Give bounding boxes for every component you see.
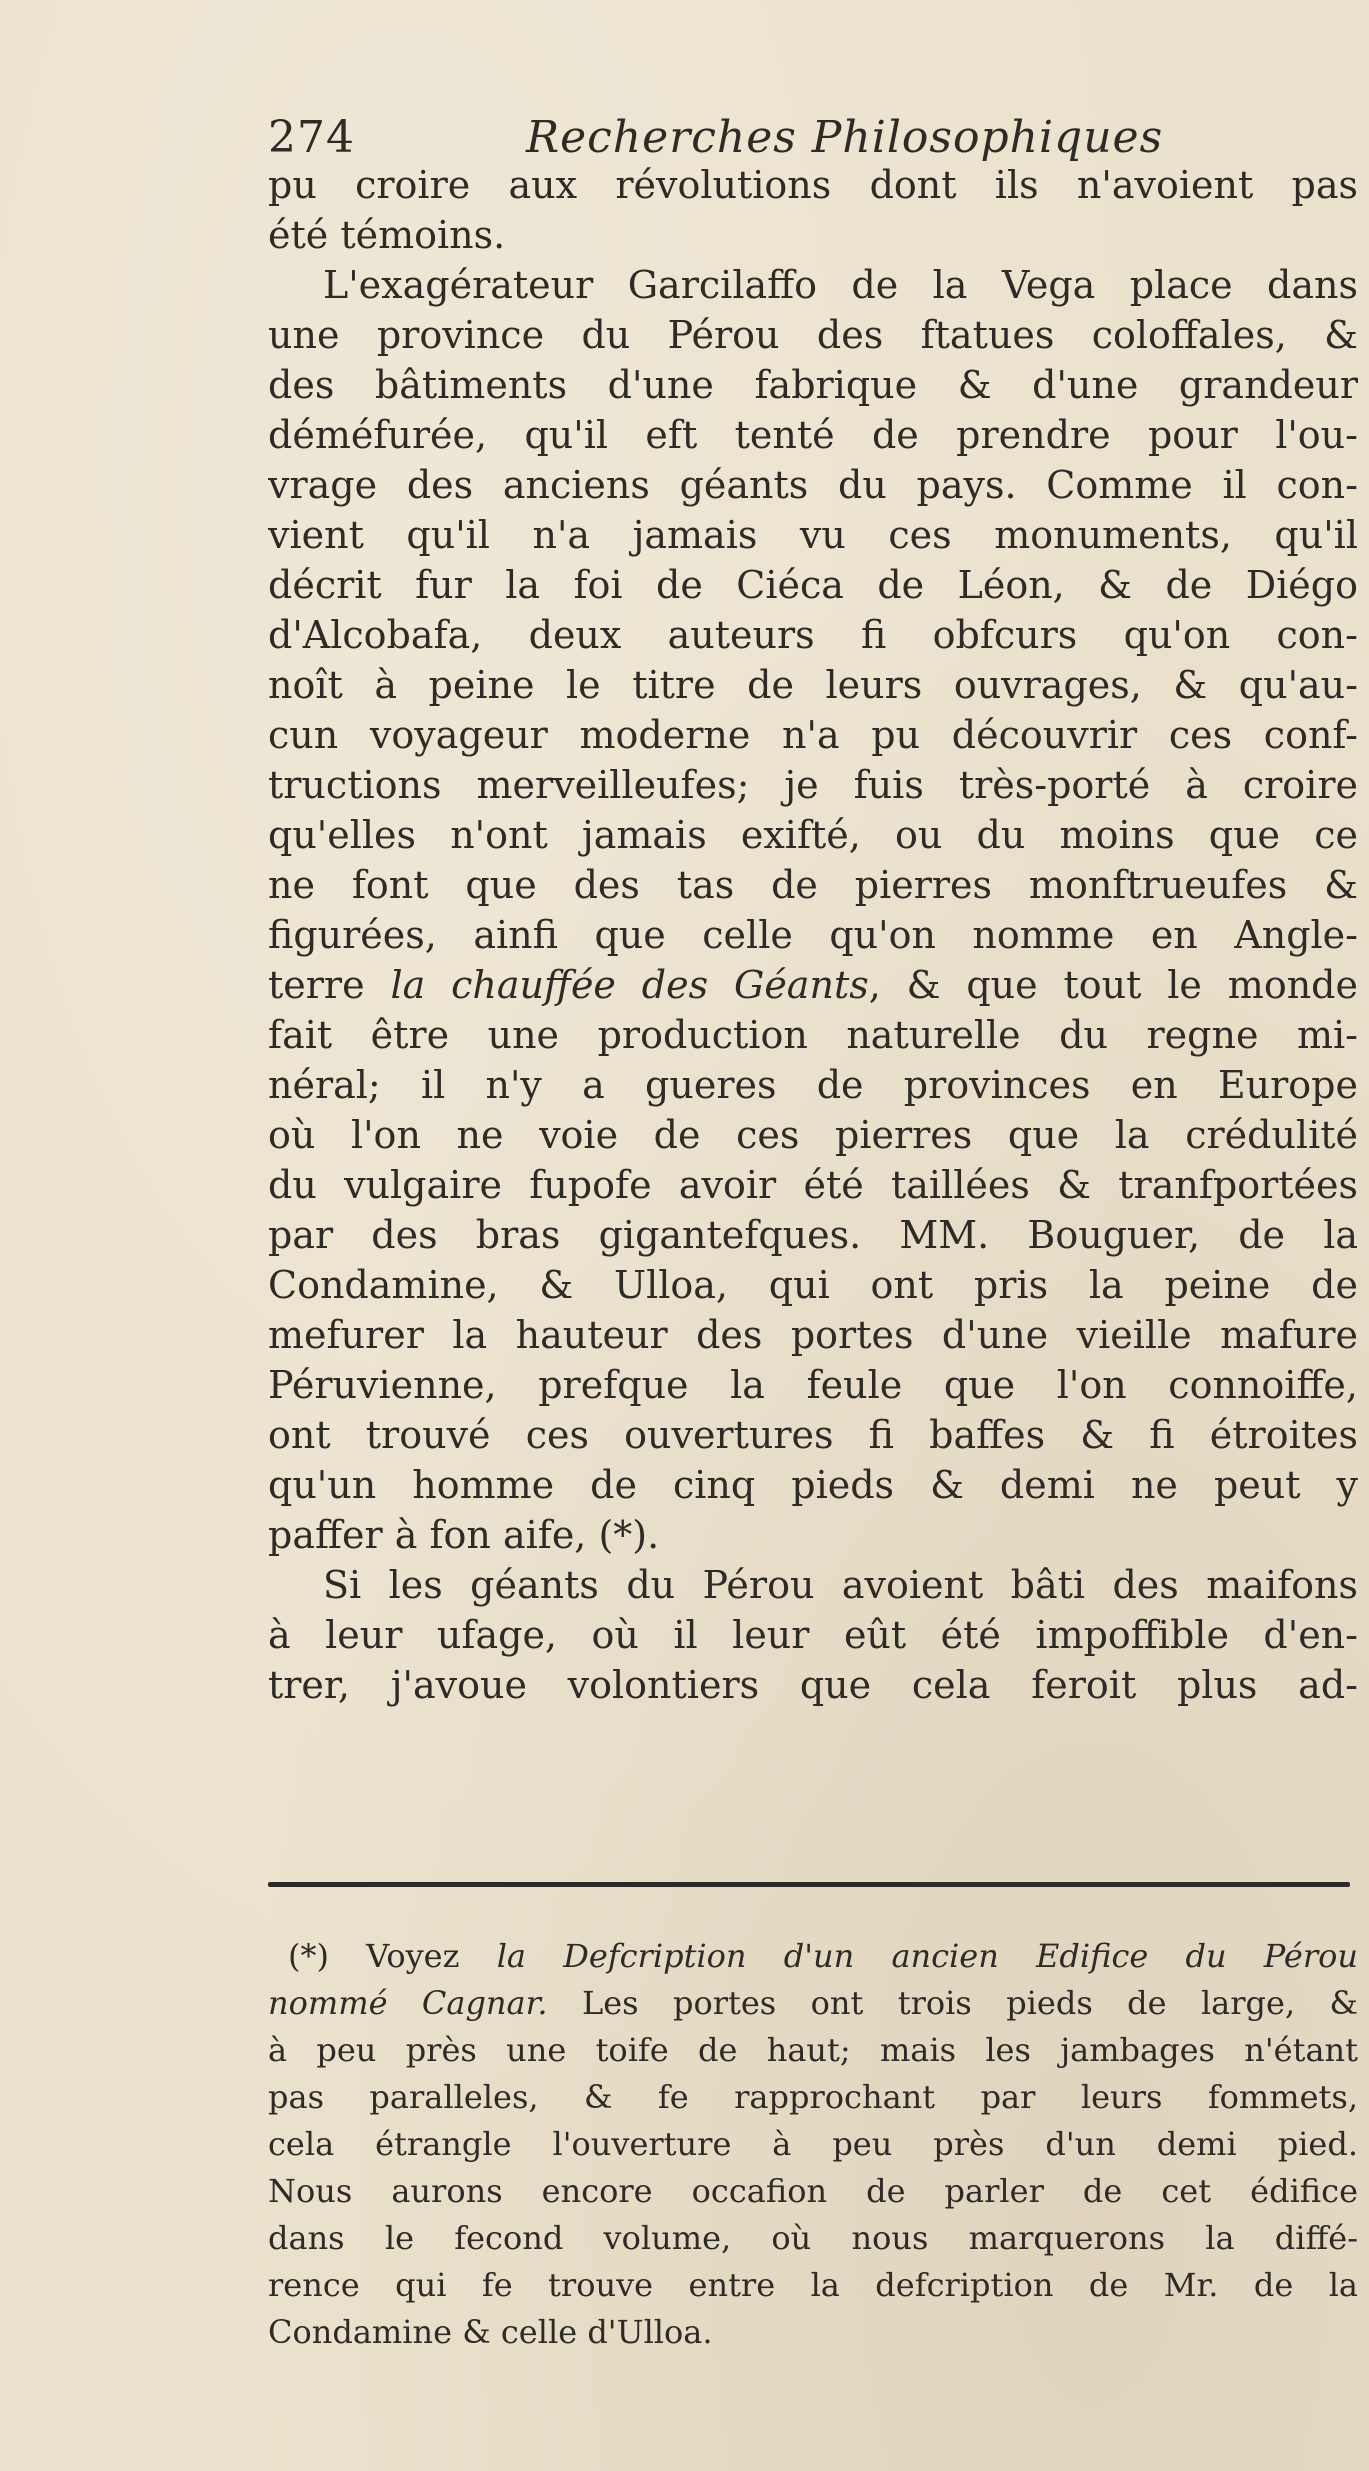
text-line: d'Alcobafa, deux auteurs fi obfcurs qu'on con- bbox=[268, 613, 1358, 657]
text-line: fait être une production naturelle du regne mi- bbox=[268, 1013, 1358, 1057]
text-line: L'exagérateur Garcilaffo de la Vega place dans bbox=[323, 263, 1358, 307]
footnote-divider bbox=[268, 1882, 1350, 1887]
page-number: 274 bbox=[268, 112, 355, 163]
footnote-line-mixed bbox=[268, 1933, 1358, 1980]
footnote-marker-text: (*) Voyez bbox=[288, 1937, 460, 1975]
footnote-line: Nous aurons encore occafion de parler de cet édifice bbox=[268, 2172, 1358, 2210]
footnote bbox=[268, 1933, 1358, 2356]
text-line: néral; il n'y a gueres de provinces en Europe bbox=[268, 1063, 1358, 1107]
cited-title-end: nommé Cagnar. bbox=[268, 1984, 548, 2022]
text-line: ont trouvé ces ouvertures fi baffes & fi étroites bbox=[268, 1413, 1358, 1457]
text-line: qu'elles n'ont jamais exifté, ou du moins que ce bbox=[268, 813, 1358, 857]
text-line: déméfurée, qu'il eft tenté de prendre pour l'ou- bbox=[268, 413, 1358, 457]
book-title-reference: la chauffée des Géants bbox=[390, 963, 869, 1007]
text-fragment: terre bbox=[268, 963, 365, 1007]
text-line: ne font que des tas de pierres monftrueufes & bbox=[268, 863, 1358, 907]
text-line: trer, j'avoue volontiers que cela feroit plus ad- bbox=[268, 1663, 1358, 1707]
text-line: vient qu'il n'a jamais vu ces monuments, qu'il bbox=[268, 513, 1358, 557]
footnote-line: dans le fecond volume, où nous marquerons la diffé- bbox=[268, 2219, 1358, 2257]
main-text bbox=[268, 160, 1358, 1710]
cited-title: la Defcription d'un ancien Edifice du Pérou bbox=[496, 1937, 1358, 1975]
text-line: qu'un homme de cinq pieds & demi ne peut y bbox=[268, 1463, 1358, 1507]
text-line: Si les géants du Pérou avoient bâti des maifons bbox=[323, 1563, 1358, 1607]
text-line: des bâtiments d'une fabrique & d'une grandeur bbox=[268, 363, 1358, 407]
text-line: été témoins. bbox=[268, 213, 506, 257]
text-line: Péruvienne, prefque la feule que l'on connoiffe, bbox=[268, 1363, 1358, 1407]
text-line: tructions merveilleufes; je fuis très-porté à croire bbox=[268, 763, 1358, 807]
text-line-mixed bbox=[268, 960, 1358, 1010]
footnote-line: rence qui fe trouve entre la defcription de Mr. de la bbox=[268, 2266, 1358, 2304]
footnote-line: cela étrangle l'ouverture à peu près d'un demi pied. bbox=[268, 2125, 1358, 2163]
text-line: par des bras gigantefques. MM. Bouguer, de la bbox=[268, 1213, 1358, 1257]
footnote-line: pas paralleles, & fe rapprochant par leurs fommets, bbox=[268, 2078, 1358, 2116]
running-title: Recherches Philosophiques bbox=[526, 112, 1164, 163]
footnote-fragment: Les portes ont trois pieds de large, & bbox=[581, 1984, 1358, 2022]
text-line: figurées, ainfi que celle qu'on nomme en Angle- bbox=[268, 913, 1358, 957]
text-line: pu croire aux révolutions dont ils n'avoient pas bbox=[268, 163, 1358, 207]
text-line: Condamine, & Ulloa, qui ont pris la peine de bbox=[268, 1263, 1358, 1307]
text-line: où l'on ne voie de ces pierres que la crédulité bbox=[268, 1113, 1358, 1157]
text-line: mefurer la hauteur des portes d'une vieille mafure bbox=[268, 1313, 1358, 1357]
text-line: du vulgaire fupofe avoir été taillées & tranfportées bbox=[268, 1163, 1358, 1207]
text-line: à leur ufage, où il leur eût été impoffible d'en- bbox=[268, 1613, 1358, 1657]
text-line: cun voyageur moderne n'a pu découvrir ces conf- bbox=[268, 713, 1358, 757]
footnote-line-mixed bbox=[268, 1980, 1358, 2027]
footnote-line: à peu près une toife de haut; mais les jambages n'étant bbox=[268, 2031, 1358, 2069]
text-line: une province du Pérou des ftatues coloffales, & bbox=[268, 313, 1358, 357]
text-line: vrage des anciens géants du pays. Comme il con- bbox=[268, 463, 1358, 507]
text-line: décrit fur la foi de Ciéca de Léon, & de Diégo bbox=[268, 563, 1358, 607]
footnote-line: Condamine & celle d'Ulloa. bbox=[268, 2313, 713, 2351]
text-fragment: , & que tout le monde bbox=[868, 963, 1358, 1007]
text-line: paffer à fon aife, (*). bbox=[268, 1513, 660, 1557]
text-line: noît à peine le titre de leurs ouvrages, & qu'au- bbox=[268, 663, 1358, 707]
